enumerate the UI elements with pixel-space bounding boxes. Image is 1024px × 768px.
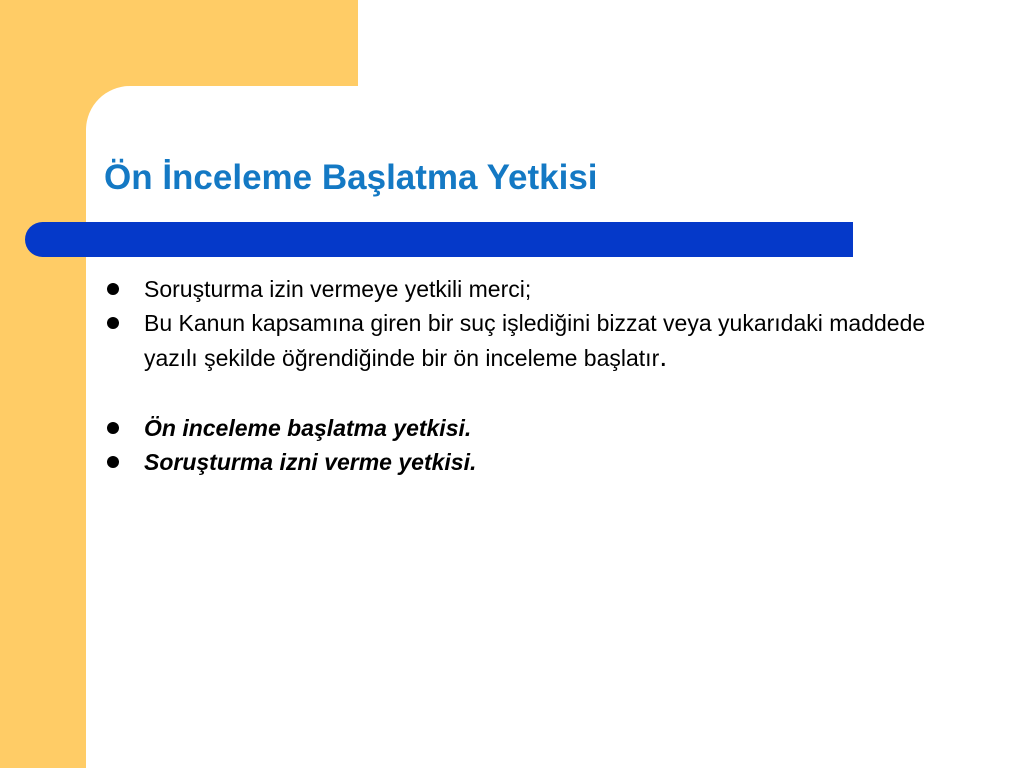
bullet-text: Ön inceleme başlatma yetkisi. bbox=[144, 415, 472, 441]
bullet-item bbox=[104, 445, 984, 479]
bullet-item bbox=[104, 272, 984, 306]
title-underline-bar bbox=[25, 222, 853, 257]
bullet-item bbox=[104, 411, 984, 445]
bullet-item bbox=[104, 306, 984, 375]
bullet-dot-icon bbox=[107, 283, 119, 295]
bullet-text: Bu Kanun kapsamına giren bir suç işlediğini bizzat veya yukarıdaki maddede yazılı şekilde öğrendiğinde bir ön inceleme başlatır bbox=[144, 310, 926, 371]
bullet-text: Soruşturma izni verme yetkisi. bbox=[144, 449, 477, 475]
bullet-period: . bbox=[659, 341, 668, 373]
bullet-dot-icon bbox=[107, 317, 119, 329]
bullet-text: Soruşturma izin vermeye yetkili merci; bbox=[144, 276, 532, 302]
bullet-dot-icon bbox=[107, 422, 119, 434]
bullet-dot-icon bbox=[107, 456, 119, 468]
slide-title: Ön İnceleme Başlatma Yetkisi bbox=[104, 158, 598, 197]
bullet-list bbox=[104, 272, 984, 479]
